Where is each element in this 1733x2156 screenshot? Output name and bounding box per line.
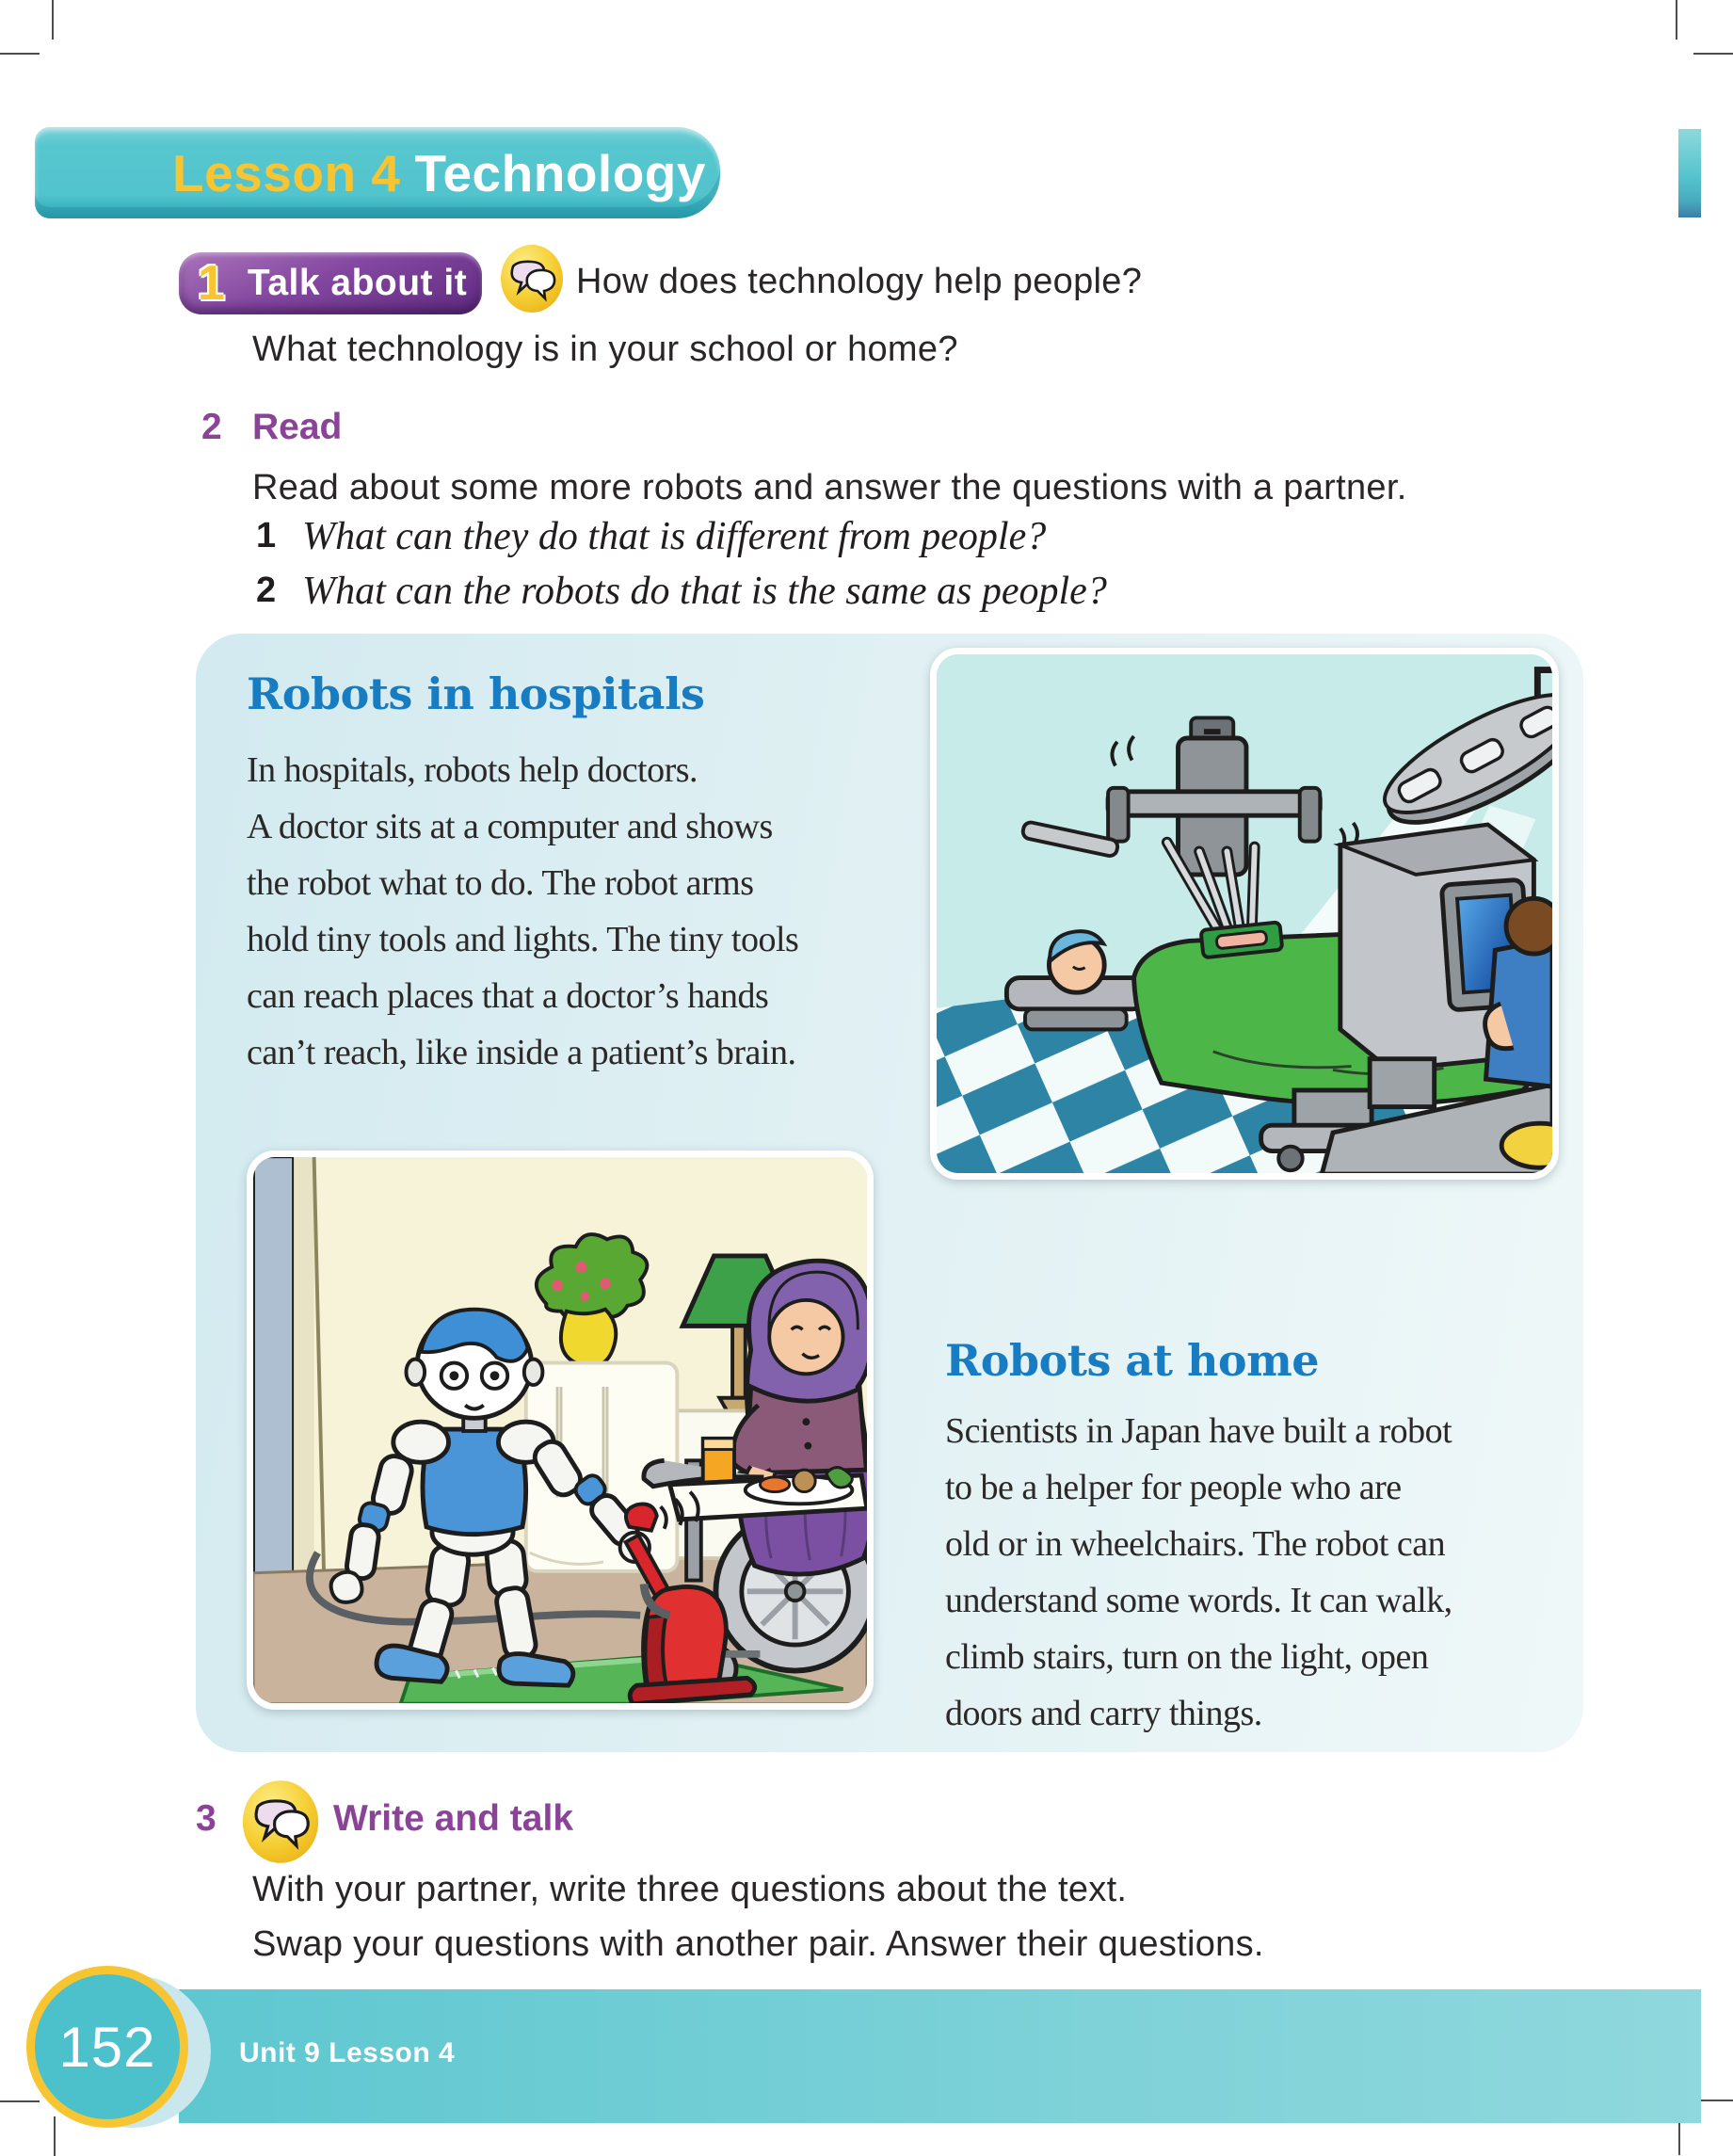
- lesson-number-label: Lesson 4: [172, 143, 401, 202]
- reading-question-1-text: What can they do that is different from people?: [302, 515, 1047, 558]
- passage1-title: Robots in hospitals: [247, 668, 705, 719]
- crop-mark: [54, 2116, 56, 2156]
- passage1-line: hold tiny tools and lights. The tiny tools: [247, 920, 799, 959]
- home-scene: [253, 1157, 867, 1703]
- passage1-line: can’t reach, like inside a patient’s brain.: [247, 1033, 796, 1072]
- hospital-illustration: [930, 648, 1559, 1180]
- activity2-number: 2: [201, 407, 222, 447]
- reading-question-2-number: 2: [256, 571, 277, 610]
- reading-question-1: [256, 514, 1046, 559]
- passage1-line: A doctor sits at a computer and shows: [247, 807, 773, 846]
- passage1-body: [247, 742, 798, 1081]
- crop-mark: [52, 0, 54, 40]
- woman-in-hijab: [733, 1261, 867, 1574]
- passage1-line: In hospitals, robots help doctors.: [247, 750, 698, 790]
- activity3-instruction-1: With your partner, write three questions about the text.: [252, 1870, 1128, 1909]
- passage2-title: Robots at home: [945, 1335, 1320, 1386]
- lesson-banner: [35, 127, 720, 218]
- reading-question-2-text: What can the robots do that is the same as people?: [302, 570, 1107, 613]
- activity3-title: Write and talk: [333, 1798, 574, 1839]
- passage1-line: the robot what to do. The robot arms: [247, 863, 754, 903]
- crop-mark: [0, 53, 40, 55]
- activity2-instruction: Read about some more robots and answer the questions with a partner.: [252, 468, 1407, 507]
- passage2-line: to be a helper for people who are: [945, 1468, 1402, 1507]
- activity1-question-2: What technology is in your school or home?: [252, 330, 958, 369]
- speech-bubbles-icon: [241, 1779, 320, 1864]
- home-illustration: [247, 1150, 874, 1710]
- speech-bubbles-icon: [500, 244, 564, 314]
- stool: [1501, 1123, 1552, 1167]
- activity1-badge: [179, 252, 482, 314]
- activity3-number: 3: [196, 1798, 217, 1839]
- page-number: 152: [58, 2015, 156, 2079]
- reading-question-1-number: 1: [256, 516, 277, 555]
- footer-unit-label: Unit 9 Lesson 4: [239, 2037, 456, 2068]
- reading-question-2: [256, 569, 1107, 614]
- activity1-number: 1: [198, 256, 225, 311]
- crop-mark: [1676, 0, 1677, 40]
- activity3-instruction-2: Swap your questions with another pair. Answer their questions.: [252, 1924, 1264, 1964]
- activity1-question-1: How does technology help people?: [576, 262, 1143, 301]
- crop-mark: [1693, 53, 1733, 55]
- lesson-title: Technology: [414, 143, 706, 202]
- passage2-line: understand some words. It can walk,: [945, 1581, 1452, 1620]
- passage2-line: old or in wheelchairs. The robot can: [945, 1524, 1446, 1564]
- passage2-line: climb stairs, turn on the light, open: [945, 1637, 1429, 1677]
- passage1-line: can reach places that a doctor’s hands: [247, 976, 769, 1016]
- passage2-body: [945, 1403, 1452, 1742]
- passage2-line: Scientists in Japan have built a robot: [945, 1411, 1452, 1451]
- passage2-line: doors and carry things.: [945, 1694, 1262, 1733]
- crop-mark: [0, 2100, 40, 2102]
- activity1-title: Talk about it: [247, 263, 468, 303]
- activity2-title: Read: [252, 407, 343, 447]
- page-number-badge: [26, 1966, 188, 2128]
- hospital-scene: [937, 654, 1552, 1173]
- page-edge-tab: [1678, 129, 1701, 217]
